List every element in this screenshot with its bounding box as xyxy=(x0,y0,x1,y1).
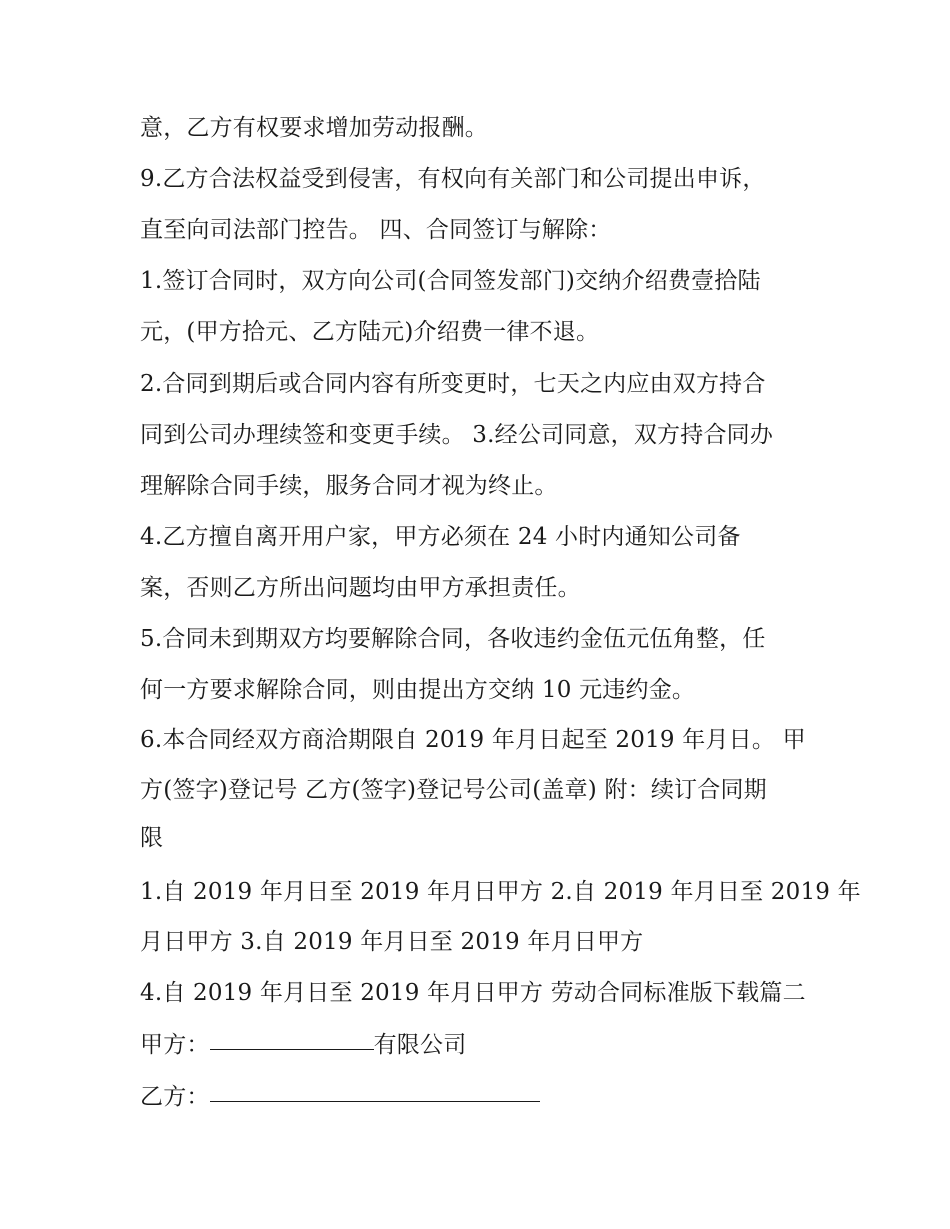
text-line: 直至向司法部门控告。 四、合同签订与解除： xyxy=(140,217,612,243)
text-line: 2.合同到期后或合同内容有所变更时，七天之内应由双方持合 xyxy=(140,371,766,397)
text-line: 意，乙方有权要求增加劳动报酬。 xyxy=(140,115,488,141)
text-line: 4.自 2019 年月日至 2019 年月日甲方 劳动合同标准版下载篇二 xyxy=(140,980,806,1006)
text-line: 9.乙方合法权益受到侵害，有权向有关部门和公司提出申诉， xyxy=(140,166,766,192)
party-a-blank xyxy=(210,1021,374,1050)
text-line: 方(签字)登记号 乙方(签字)登记号公司(盖章) 附：续订合同期 xyxy=(140,777,767,803)
party-b-label: 乙方： xyxy=(140,1084,210,1110)
text-line: 月日甲方 3.自 2019 年月日至 2019 年月日甲方 xyxy=(140,929,644,955)
party-a-suffix: 有限公司 xyxy=(373,1032,467,1058)
text-line: 元，(甲方拾元、乙方陆元)介绍费一律不退。 xyxy=(140,319,600,345)
text-line: 案，否则乙方所出问题均由甲方承担责任。 xyxy=(140,575,581,601)
party-b-blank xyxy=(210,1073,540,1102)
text-line: 6.本合同经双方商洽期限自 2019 年月日起至 2019 年月日。 甲 xyxy=(140,727,806,753)
party-a-line xyxy=(140,1023,466,1063)
party-b-line xyxy=(140,1075,540,1115)
text-line: 1.签订合同时，双方向公司(合同签发部门)交纳介绍费壹拾陆 xyxy=(140,268,761,294)
text-line: 同到公司办理续签和变更手续。 3.经公司同意，双方持合同办 xyxy=(140,422,774,448)
text-line: 限 xyxy=(140,825,164,851)
text-line: 何一方要求解除合同，则由提出方交纳 10 元违约金。 xyxy=(140,677,696,703)
text-line: 4.乙方擅自离开用户家，甲方必须在 24 小时内通知公司备 xyxy=(140,524,741,550)
text-line: 1.自 2019 年月日至 2019 年月日甲方 2.自 2019 年月日至 2019 年 xyxy=(140,879,861,905)
party-a-label: 甲方： xyxy=(140,1032,210,1058)
text-line: 5.合同未到期双方均要解除合同，各收违约金伍元伍角整，任 xyxy=(140,626,766,652)
text-line: 理解除合同手续，服务合同才视为终止。 xyxy=(140,473,558,499)
